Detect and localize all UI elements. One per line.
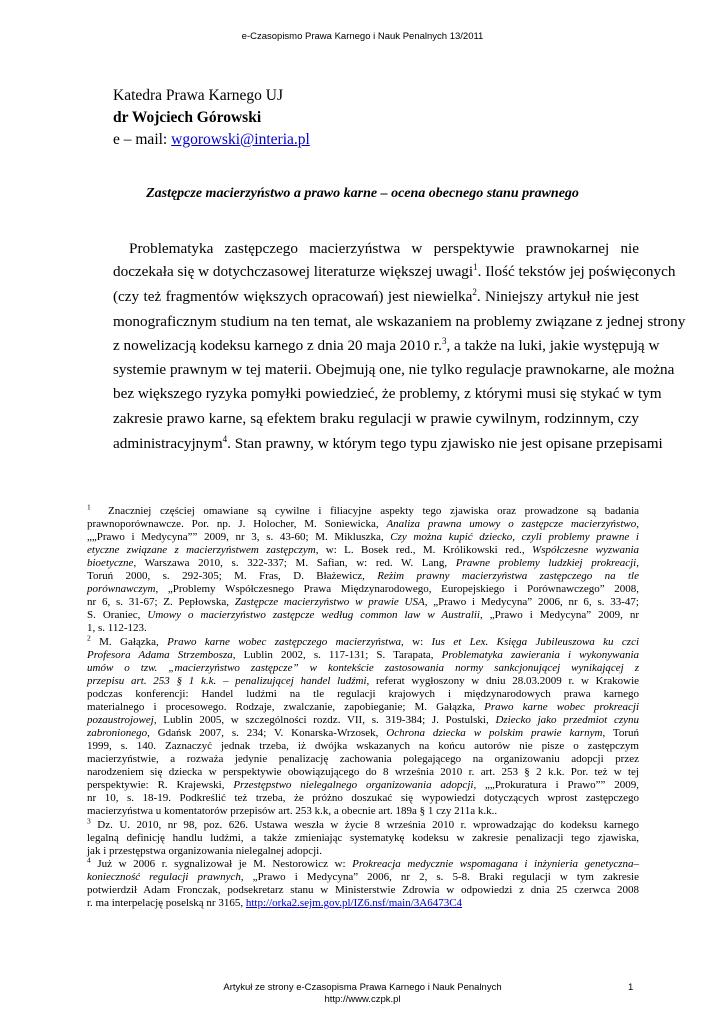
- footnote-3-line: legalną definicję handlu ludźmi, a także zmieniając systematykę kodeksu w zakresie penalizacji tego zjawiska,: [87, 832, 639, 844]
- footnote-2-line: [87, 662, 639, 675]
- footnote-mark: 3: [87, 816, 91, 826]
- footnote-text: bioetyczne, Warszawa 2010, s. 322-337; M. Safian, w: red. W. Lang, Prawne problemy ludzkiej prokreacji,: [87, 557, 639, 569]
- footnote-1-line: [87, 596, 639, 609]
- interpellation-link[interactable]: http://orka2.sejm.gov.pl/IZ6.nsf/main/3A6473C4: [245, 897, 463, 909]
- footnote-2-line: narodzeniem się dziecka w perspektywie obowiązującego do 8 września 2010 r. art. 253 § 2 k.k. Por. też w tej: [87, 766, 639, 778]
- author-block: [113, 85, 310, 151]
- footnote-text: Już w 2006 r. sygnalizował je M. Nestorowicz w: Prokreacja medycznie wspomagana i inżynieria genetyczna–: [97, 858, 640, 870]
- author-name: dr Wojciech Górowski: [113, 109, 262, 126]
- footnote-ref[interactable]: 2: [472, 286, 477, 297]
- footnote-mark: 2: [87, 633, 91, 643]
- email-line: [113, 129, 310, 151]
- body-line: zakresie prawo karne, są efektem braku regulacji w prawie cywilnym, rodzinnym, czy: [113, 410, 639, 427]
- footnote-text: zabronionego, Gdańsk 2007, s. 234; V. Konarska-Wrzosek, Ochrona dziecka w polskim prawie karnym, Toruń: [87, 727, 639, 739]
- footnote-text: pozaustrojowej, Lublin 2005, w szczególności rozdz. VII, s. 319-384; J. Postulski, Dziecko jako przedmiot czynu: [87, 714, 639, 726]
- footnote-3-line: jak i przestępstwa organizowania nielegalnej adopcji.: [87, 845, 322, 857]
- body-text: z nowelizacją kodeksu karnego z dnia 20 maja 2010 r.: [113, 337, 442, 354]
- body-text: (czy też fragmentów większych opracowań) jest niewielka: [113, 288, 473, 305]
- body-line: [113, 287, 639, 307]
- footer-url[interactable]: http://www.czpk.pl: [324, 994, 401, 1005]
- footnote-text: nr 6, s. 31-67; Z. Pepłowska, Zastępcze macierzyństwo w prawie USA, „Prawo i Medycyna” 2006, nr 6, s. 33-47;: [87, 596, 639, 608]
- body-text: . Niniejszy artykuł nie jest: [476, 288, 640, 305]
- body-text: . Stan prawny, w którym tego typu zjawisko nie jest opisane przepisami: [227, 435, 663, 452]
- footnote-text: umów o tzw. „macierzyństwo zastępcze” w kontekście zastosowania normy sankcjonującej wynikającej z: [87, 662, 639, 674]
- footnote-text: Znaczniej częściej omawiane są cywilne i filiacyjne aspekty tego zjawiska oraz prowadzone są badania: [107, 505, 640, 517]
- footnote-text: M. Gałązka, Prawo karne wobec zastępczego macierzyństwa, w: Ius et Lex. Księga Jubileuszowa ku czci: [99, 636, 640, 648]
- footnote-2-line: macierzyństwa u komentatorów przepisów art. 253 k.k, a obecnie art. 189a § 1 czy 211a k.k..: [87, 805, 498, 817]
- footnote-1-line: 1, s. 112-123.: [87, 622, 147, 634]
- footnote-text: Dz. U. 2010, nr 98, poz. 626. Ustawa weszła w życie 8 września 2010 r. wprowadzając do kodeksu karnego: [97, 819, 640, 831]
- footer-source: Artykuł ze strony e-Czasopisma Prawa Karnego i Nauk Penalnych: [223, 982, 502, 993]
- footnote-1-line: [87, 518, 639, 531]
- footnote-2-line: [87, 714, 639, 727]
- footnote-1-line: [87, 544, 639, 557]
- footnote-2-line: [87, 649, 639, 662]
- footnote-1-line: [87, 502, 640, 518]
- footnote-4-line: [87, 897, 639, 910]
- footnote-text: przepisu art. 253 § 1 k.k. – penalizującej handel ludźmi, referat wygłoszony w dniu 28.03.2009 r. w Krakowie: [87, 675, 640, 687]
- footnote-1-line: [87, 583, 639, 596]
- body-line: [113, 335, 660, 356]
- footnote-2-line: [87, 779, 639, 792]
- article-title: Zastępcze macierzyństwo a prawo karne – ocena obecnego stanu prawnego: [146, 186, 579, 201]
- footnote-2-line: [87, 727, 639, 740]
- footnote-text: materialnego i procesowego. Rodzaje, zwalczanie, zapobieganie; M. Gałązka, Prawo karne wobec prokreacji: [87, 701, 639, 713]
- body-text: doczekała się w dotychczasowej literaturze większej uwagi: [113, 263, 474, 280]
- footnote-text: perspektywie: R. Krajewski, Przestępstwo nielegalnego organizowania adopcji, „„Prokuratura i Prawo”” 2009,: [87, 779, 640, 791]
- page-footer: [0, 982, 725, 1006]
- footnote-text: etyczne związane z macierzyństwem zastępczym, w: L. Bosek red., M. Królikowski red., Współczesne wyzwania: [87, 544, 640, 556]
- footnote-2-line: podczas konferencji: Handel ludźmi na tle regulacji krajowych i międzynarodowych prawa karnego: [87, 688, 639, 700]
- footnote-1-line: [87, 557, 639, 570]
- footnote-1-line: [87, 570, 639, 583]
- footnote-2-line: [87, 675, 639, 688]
- footnote-2-line: [87, 701, 639, 714]
- body-line: [113, 261, 676, 282]
- footnote-text: „„Prawo i Medycyna”” 2009, nr 3, s. 43-60; M. Mikluszka, Czy można kupić dziecko, czyli problemy prawne i: [87, 531, 639, 543]
- footnote-4-line: potwierdził Adam Fronczak, podsekretarz stanu w Ministerstwie Zdrowia w odpowiedzi z dnia 25 czerwca 2008: [87, 884, 639, 896]
- footnote-4-line: [87, 855, 640, 871]
- footnote-text: prawnoporównawcze. Por. np. J. Holocher, M. Soniewicka, Analiza prawna umowy o zastępcze macierzyństwo,: [87, 518, 639, 530]
- footnote-text: r. ma interpelację poselską nr 3165,: [87, 897, 246, 909]
- footnote-4-line: [87, 871, 639, 884]
- footnote-mark: 1: [87, 502, 91, 512]
- body-line: [113, 433, 663, 454]
- journal-header: e-Czasopismo Prawa Karnego i Nauk Penalnych 13/2011: [241, 31, 484, 42]
- footnote-mark: 4: [87, 855, 91, 865]
- email-label: e – mail:: [113, 131, 172, 148]
- footnote-text: Toruń 2000, s. 292-305; M. Fras, D. Błażewicz, Reżim prawny macierzyństwa zastępczego na tle: [87, 570, 639, 582]
- body-line: systemie prawnym w tej materii. Obejmują one, nie tylko regulacje prawnokarne, ale można: [113, 361, 675, 378]
- body-line: monograficznym studium na ten temat, ale wskazaniem na problemy związane z jednej strony: [113, 313, 686, 330]
- footnote-ref[interactable]: 1: [473, 261, 478, 272]
- footnote-1-line: [87, 531, 639, 544]
- affiliation: Katedra Prawa Karnego UJ: [113, 87, 284, 104]
- body-text: administracyjnym: [113, 435, 223, 452]
- footnote-2-line: [87, 633, 640, 649]
- footnote-text: porównawczym, „Problemy Współczesnego Prawa Międzynarodowego, Europejskiego i Porównawczego” 2008,: [87, 583, 639, 595]
- page-number: 1: [628, 982, 634, 993]
- footnote-text: S. Oraniec, Umowy o macierzyństwo zastępcze według common law w Australii, „Prawo i Medycyna” 2009, nr: [87, 609, 639, 621]
- body-text: , a także na luki, jakie występują w: [446, 337, 660, 354]
- footnote-text: konieczność regulacji prawnych, „Prawo i Medycyna” 2006, nr 2, s. 5-8. Braki regulacji w tym zakresie: [87, 871, 640, 883]
- body-text: . Ilość tekstów jej poświęconych: [477, 263, 676, 280]
- footnote-2-line: 1999, s. 140. Zaznaczyć jednak trzeba, iż dwójka wskazanych na końcu autorów nie pisze o zastępczym: [87, 740, 639, 752]
- footnote-2-line: nr 10, s. 18-19. Podkreślić też trzeba, że próżno doszukać się wypowiedzi dotyczących wprost zastępczego: [87, 792, 639, 804]
- footnote-text: Profesora Adama Strzembosza, Lublin 2002, s. 117-131; S. Tarapata, Problematyka zawierania i wykonywania: [87, 649, 640, 661]
- footnote-1-line: [87, 609, 639, 622]
- body-line: bez większego ryzyka pomyłki powiedzieć, że problemy, z którymi musi się stykać w tym: [113, 385, 662, 402]
- email-link[interactable]: wgorowski@interia.pl: [171, 131, 310, 148]
- body-line: Problematyka zastępczego macierzyństwa w perspektywie prawnokarnej nie: [129, 240, 639, 257]
- footnote-ref[interactable]: 3: [441, 335, 447, 346]
- footnote-3-line: [87, 816, 640, 832]
- footnote-2-line: macierzyństwie, a rozważa jedynie penalizację zachowania polegającego na organizowaniu adopcji przez: [87, 753, 639, 765]
- footnote-ref[interactable]: 4: [222, 433, 228, 444]
